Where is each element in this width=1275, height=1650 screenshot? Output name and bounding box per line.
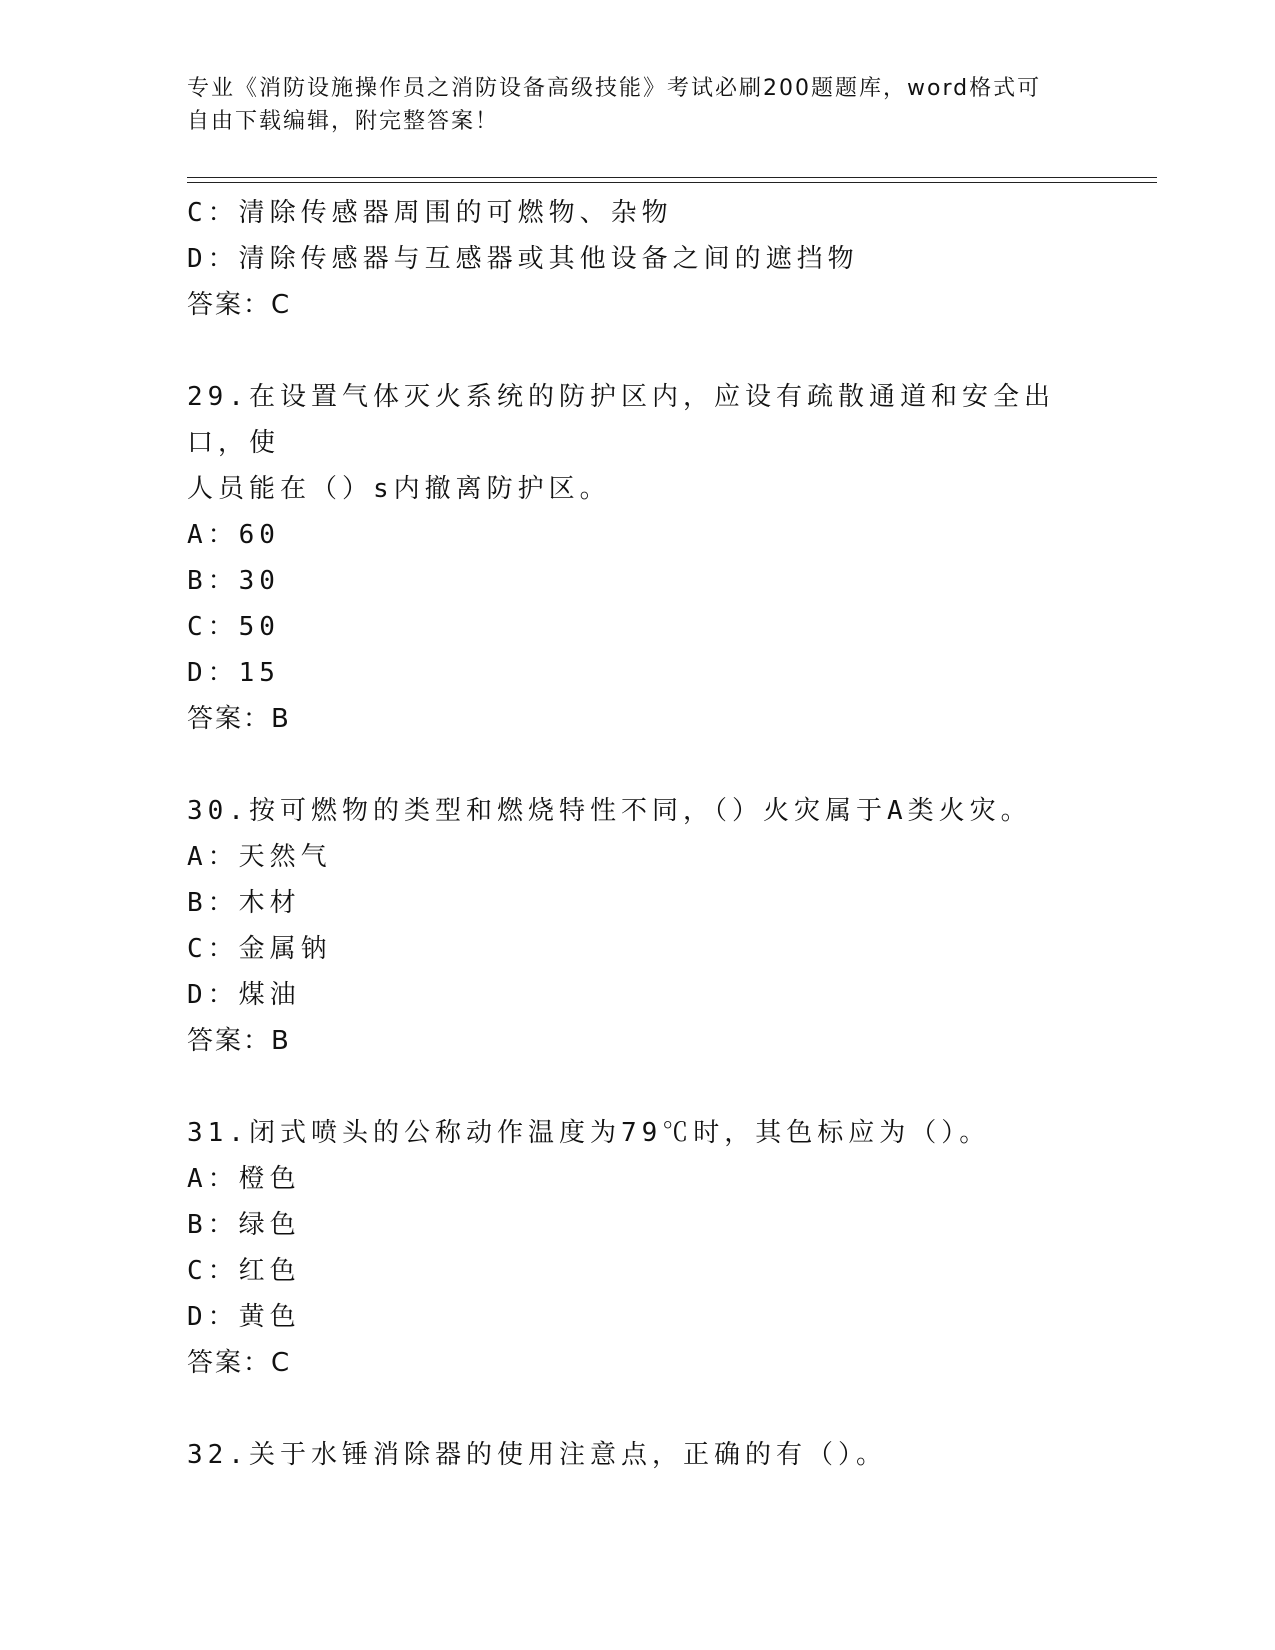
answer-label: 答案：C bbox=[187, 290, 292, 320]
question-text-line: 29.在设置气体灭火系统的防护区内，应设有疏散通道和安全出口，使 bbox=[187, 382, 1055, 458]
header-divider-bottom bbox=[187, 182, 1157, 183]
question-29 bbox=[187, 374, 1087, 742]
option-c: C：清除传感器周围的可燃物、杂物 bbox=[187, 198, 673, 228]
option-a: A：橙色 bbox=[187, 1164, 301, 1194]
option-c: C：金属钠 bbox=[187, 934, 332, 964]
option-d: D：清除传感器与互感器或其他设备之间的遮挡物 bbox=[187, 244, 859, 274]
answer-label: 答案：B bbox=[187, 1026, 291, 1056]
answer-label: 答案：C bbox=[187, 1348, 292, 1378]
question-text-line: 32.关于水锤消除器的使用注意点，正确的有（）。 bbox=[187, 1440, 887, 1470]
header-line-2: 自由下载编辑，附完整答案！ bbox=[187, 109, 500, 134]
question-30 bbox=[187, 788, 1087, 1064]
option-b: B：绿色 bbox=[187, 1210, 301, 1240]
question-text-line: 人员能在（）s内撤离防护区。 bbox=[187, 474, 611, 504]
option-c: C：红色 bbox=[187, 1256, 301, 1286]
option-c: C：50 bbox=[187, 612, 280, 642]
option-d: D：黄色 bbox=[187, 1302, 301, 1332]
option-a: A：60 bbox=[187, 520, 280, 550]
question-31 bbox=[187, 1110, 1087, 1386]
option-d: D：15 bbox=[187, 658, 280, 688]
document-header bbox=[187, 72, 1067, 138]
question-continuation bbox=[187, 190, 1087, 328]
question-text-line: 30.按可燃物的类型和燃烧特性不同，（）火灾属于A类火灾。 bbox=[187, 796, 1032, 826]
header-line-1: 专业《消防设施操作员之消防设备高级技能》考试必刷200题题库，word格式可 bbox=[187, 76, 1042, 101]
option-a: A：天然气 bbox=[187, 842, 332, 872]
option-b: B：30 bbox=[187, 566, 280, 596]
option-d: D：煤油 bbox=[187, 980, 301, 1010]
question-text-line: 31.闭式喷头的公称动作温度为79℃时，其色标应为（）。 bbox=[187, 1118, 991, 1148]
header-divider-top bbox=[187, 177, 1157, 178]
question-list bbox=[187, 190, 1087, 1478]
question-32 bbox=[187, 1432, 1087, 1478]
option-b: B：木材 bbox=[187, 888, 301, 918]
answer-label: 答案：B bbox=[187, 704, 291, 734]
